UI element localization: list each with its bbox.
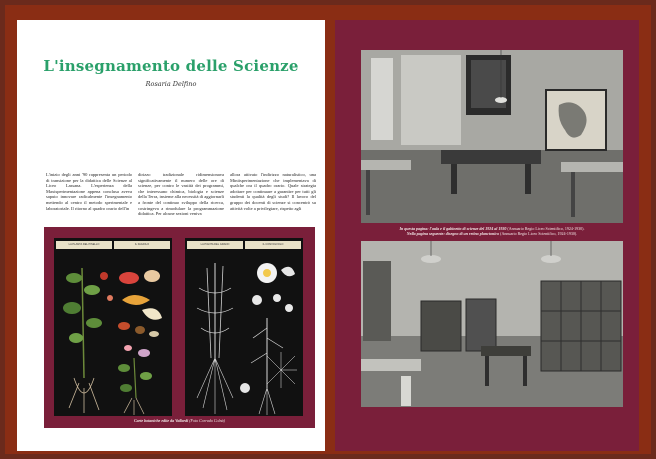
botanical-chart-1 <box>54 238 172 416</box>
classroom-illustration <box>361 50 623 223</box>
text-column-2: dirizzo tradizionale ridimensionava significativamente il numero delle ore di scienze, per contro le vastità dei programmi, che interessano chimica, biologia e scienze della Terra, insieme alla necessità di aggiornarli a fronte del continuo sviluppo della ricerca, costringeva a rimodulare la programmazione didattica. Per alcune sezioni veniva <box>138 172 224 217</box>
book-spread <box>5 5 651 454</box>
laboratory-illustration <box>361 241 623 407</box>
text-column-1: L'inizio degli anni '90 rappresenta un periodo di transizione per la didattica delle Scienze al Liceo Lassana. L'esperienza della Maxisperimentazione appena conclusa aveva saputo innovare radicalmente l'insegnamento mettendo al centro il metodo sperimentale e laboratoriale. Il ritorno al quadro orario dell'in <box>46 172 132 211</box>
text-column-3: allora attivato l'indirizzo naturalistico, una Miniisperimentazione che implementava di qualche ora il quadro orario. Quale strategia adottare per continuare a garantire per tutti gli studenti la qualità degli studi? Il lavoro del gruppo dei docenti di scienze si concentrò su attività volte a privilegiare, rispetto agli <box>230 172 316 211</box>
left-page <box>17 20 325 451</box>
chart-2-illustration <box>185 238 303 416</box>
author-name: Rosaria Delfino <box>145 80 197 88</box>
botanical-plates <box>44 227 315 428</box>
classroom-photo <box>361 50 623 223</box>
laboratory-photo <box>361 241 623 407</box>
chart-1-header <box>56 241 170 249</box>
page-title: L'insegnamento delle Scienze <box>43 57 299 75</box>
chart-1-illustration <box>54 238 172 416</box>
right-page <box>335 20 639 451</box>
chart-2-label-left: LA PIANTA DEL GRANO <box>187 241 243 249</box>
chart-2-header <box>187 241 301 249</box>
photo-caption: In questa pagina: l'aula e il gabinetto di scienze del 1924 al 1930 (Annuario Regio Liceo Scientifico, 1924-1930). Nella pagina seguente: disegno di un retino planctonico (Annuario Regio Liceo Scientifico, 1924-1930). <box>399 226 585 236</box>
chart-1-label-left: LA PLANTA DEL PISELLO <box>56 241 112 249</box>
chart-2-label-right: IL CONVOLVOLO <box>245 241 301 249</box>
plate-caption: Carte botaniche edite da Vallardi (Foto Corrado Colnà) <box>133 418 225 423</box>
chart-1-label-right: IL FAGIOLO <box>114 241 170 249</box>
botanical-chart-2 <box>185 238 303 416</box>
